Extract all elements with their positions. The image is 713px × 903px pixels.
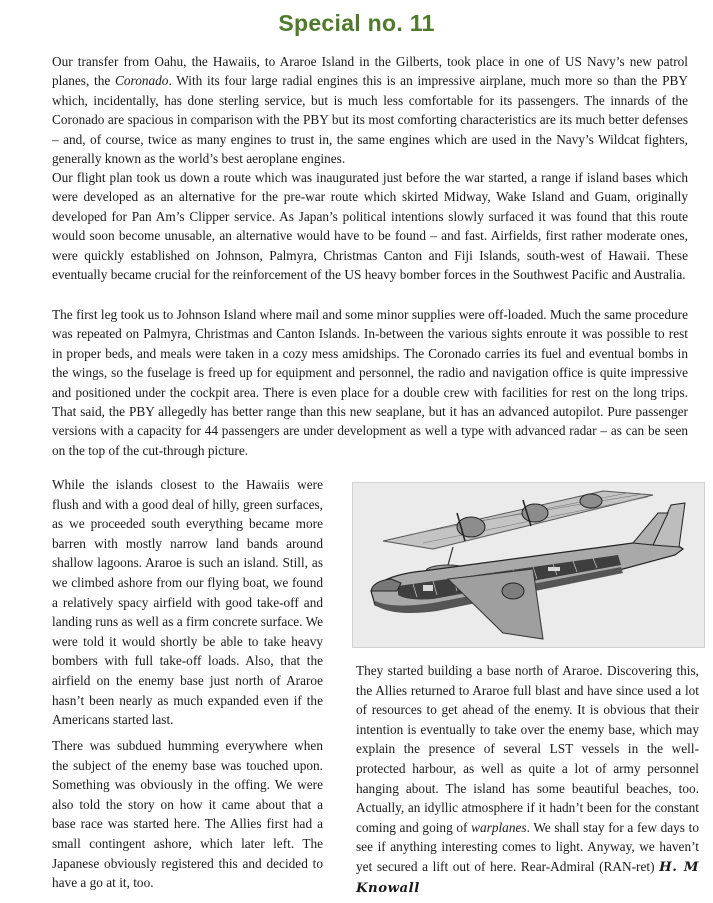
right-text-end: . We shall stay for a few days to see if anything interesting comes to light. Anyway, we haven’t yet secured a lift out of here. Rear-Admiral (RAN-ret) <box>356 819 699 874</box>
paragraph-intro <box>52 52 688 168</box>
intro-text-end: . With its four large radial engines this is an impressive airplane, much more so than the PBY which, incidentally, has done sterling service, but is much less comfortable for its passengers. The innards of the Coronado are spacious in comparison with the PBY but its most comforting characteristics are its much better defenses – and, of course, twice as many engines to trust in, the same engines which are used in the Navy’s Wildcat fighters, generally known as the world’s best aeroplane engines. <box>52 73 688 167</box>
column-left-paragraph-2: There was subdued humming everywhere when the subject of the enemy base was touched upon. Something was obviously in the offing. We were also told the story on how it came about that a base race was started here. The Allies first had a small contingent ashore, which later left. The Japanese obviously registered this and decided to have a go at it, too. <box>52 738 323 891</box>
coronado-cutaway-illustration <box>352 482 705 648</box>
column-right-paragraph <box>356 661 699 898</box>
paragraph-flight-plan: Our flight plan took us down a route which was inaugurated just before the war started, a range if island bases which were developed as an alternative for the pre-war route which skirted Midway, Wake Island and Guam, originally developed for Pan Am’s Clipper service. As Japan’s political intentions slowly surfaced it was found that this route would soon become unusable, an alternative would have to be found – and fast. Airfields, first rather moderate ones, were quickly established on Johnson, Palmyra, Christmas Canton and Fiji Islands, south-west of Hawaii. These eventually became crucial for the reinforcement of the US heavy bomber forces in the Southwest Pacific and Australia. <box>52 170 688 283</box>
author-signature: H. M Knowall <box>356 859 699 896</box>
warplanes-word: warplanes <box>471 819 527 835</box>
aircraft-name: Coronado <box>115 73 169 89</box>
paragraph-first-leg: The first leg took us to Johnson Island where mail and some minor supplies were off-loaded. Much the same procedure was repeated on Palmyra, Christmas and Canton Islands. In-between the various sights enroute it was possible to rest in proper beds, and meals were taken in a cozy mess amidships. The Coronado carries its fuel and eventual bombs in the wings, so the fuselage is freed up for equipment and personnel, the radio and navigation office is quite impressive and positioned under the cockpit area. There is even place for a double crew with facilities for rest on the long trips. That said, the PBY allegedly has better range than this new seaplane, but it has an advanced autopilot. Pure passenger versions with a capacity for 44 passengers are under development as well a type with advanced radar – as can be seen on the top of the cut-through picture. <box>52 307 688 458</box>
intro-text-start: Our transfer from Oahu, the Hawaiis, to Araroe Island in the Gilberts, took place in one of US Navy’s new patrol planes, the <box>52 54 688 89</box>
right-text-start: They started building a base north of Araroe. Discovering this, the Allies returned to Araroe full blast and have since used a lot of resources to get ahead of the enemy. It is obvious that their intention is eventually to take over the enemy base, which may explain the presence of several LST vessels in the well-protected harbour, as well as quite a lot of army personnel hanging about. The island has some beautiful beaches, too. Actually, an idyllic atmosphere if it hadn’t been for the constant coming and going of <box>356 663 699 835</box>
page-title: Special no. 11 <box>278 10 435 36</box>
column-left-paragraph-1: While the islands closest to the Hawaiis were flush and with a good deal of hilly, green surfaces, as we proceeded south everything became more barren with mostly narrow land bands around shallow lagoons. Araroe is such an island. Still, as we climbed ashore from our flying boat, we found a relatively spacy airfield with good take-off and landing runs as well as a firm concrete surface. We were told it would shortly be able to take heavy bombers with full take-off loads. Also, that the airfield on the enemy base just north of Araroe hasn’t been nearly as much expanded even if the Americans started last. <box>52 477 323 728</box>
